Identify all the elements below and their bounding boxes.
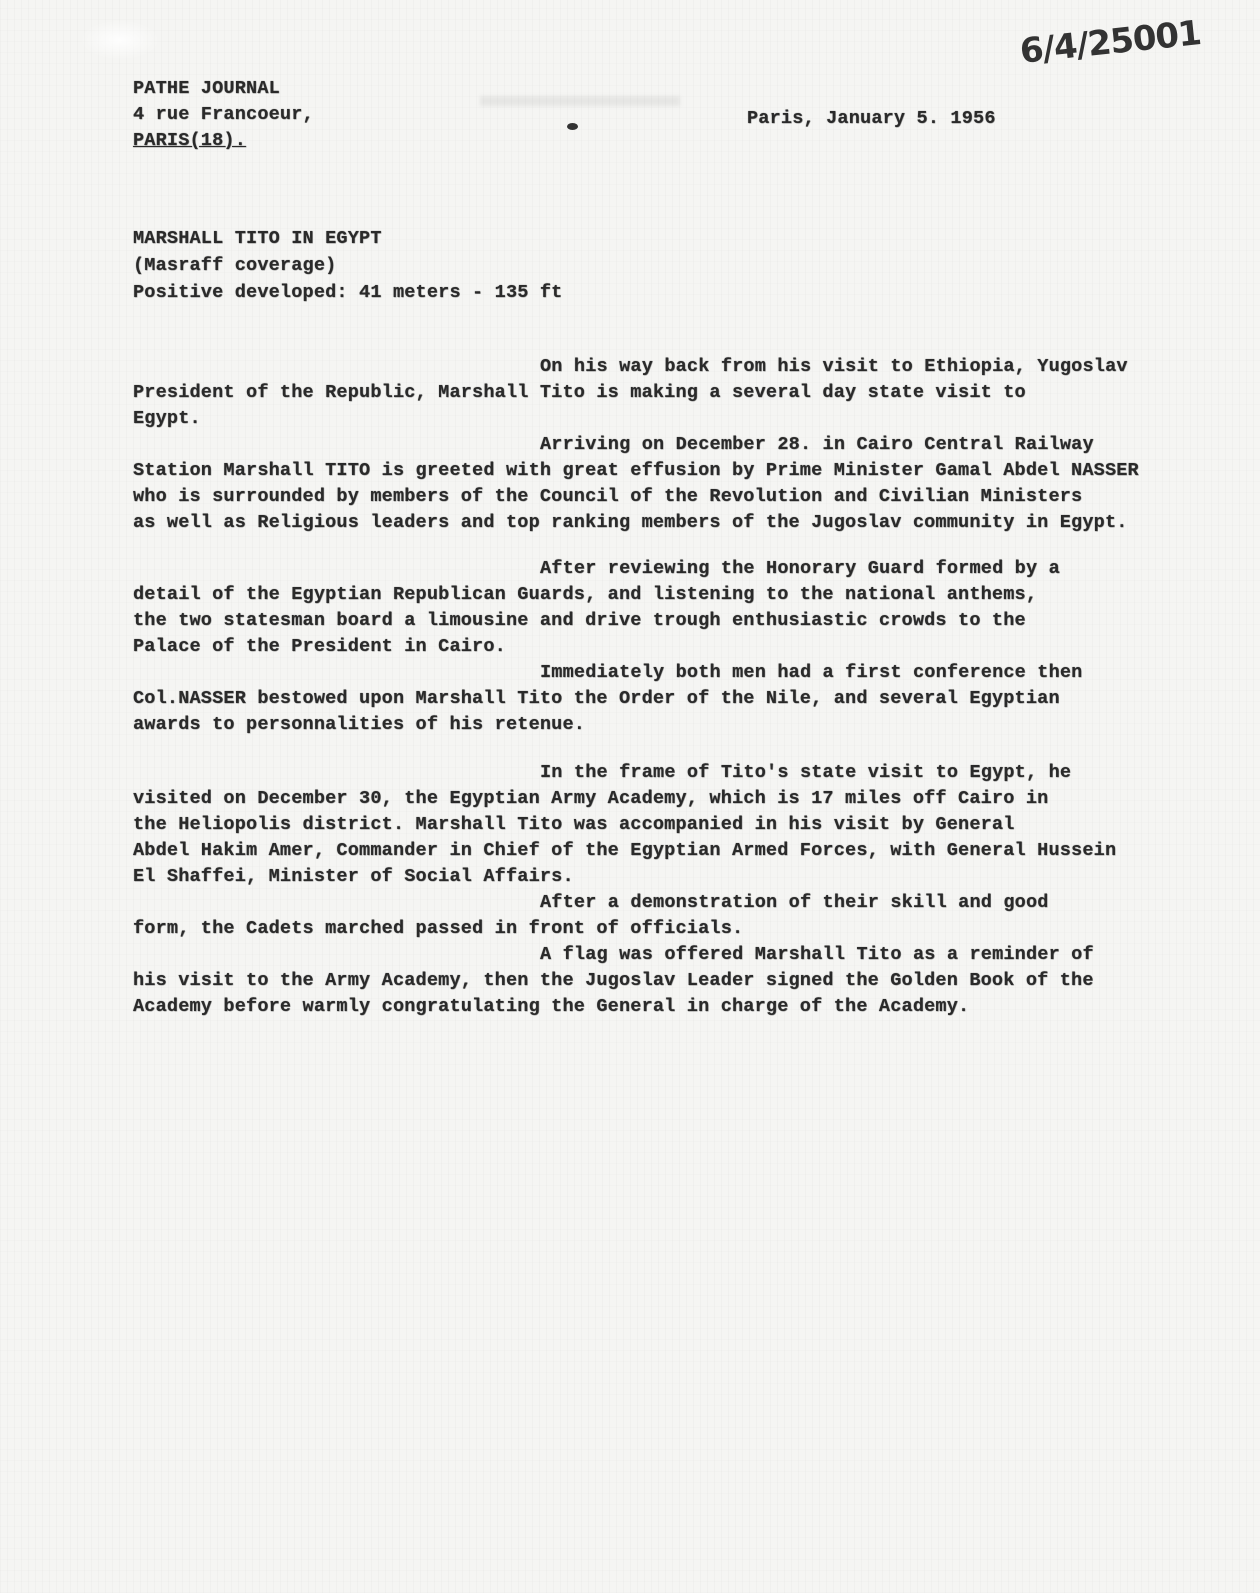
body-line: visited on December 30, the Egyptian Army Academy, which is 17 miles off Cairo in: [133, 788, 1049, 809]
ink-blot: [567, 123, 578, 130]
body-line: Col.NASSER bestowed upon Marshall Tito the Order of the Nile, and several Egyptian: [133, 688, 1060, 709]
letterhead-street: 4 rue Francoeur,: [133, 104, 314, 125]
body-line: On his way back from his visit to Ethiopia, Yugoslav: [540, 356, 1128, 377]
body-line: the two statesman board a limousine and drive trough enthusiastic crowds to the: [133, 610, 1026, 631]
body-line: After reviewing the Honorary Guard formed by a: [540, 558, 1060, 579]
body-line: Academy before warmly congratulating the General in charge of the Academy.: [133, 996, 970, 1017]
body-line: El Shaffei, Minister of Social Affairs.: [133, 866, 574, 887]
subject-title: MARSHALL TITO IN EGYPT: [133, 228, 382, 249]
handwritten-archive-number: 6/4/25001: [1018, 13, 1203, 72]
body-line: who is surrounded by members of the Council of the Revolution and Civilian Ministers: [133, 486, 1083, 507]
body-line: the Heliopolis district. Marshall Tito was accompanied in his visit by General: [133, 814, 1015, 835]
body-line: detail of the Egyptian Republican Guards, and listening to the national anthems,: [133, 584, 1038, 605]
body-line: Arriving on December 28. in Cairo Central Railway: [540, 434, 1094, 455]
body-line: form, the Cadets marched passed in front of officials.: [133, 918, 744, 939]
ink-smudge: [480, 96, 680, 106]
body-line: Egypt.: [133, 408, 201, 429]
body-line: President of the Republic, Marshall Tito is making a several day state visit to: [133, 382, 1026, 403]
letterhead-city: PARIS(18).: [133, 130, 247, 151]
body-line: In the frame of Tito's state visit to Egypt, he: [540, 762, 1072, 783]
body-line: his visit to the Army Academy, then the Jugoslav Leader signed the Golden Book of the: [133, 970, 1094, 991]
body-line: Immediately both men had a first conference then: [540, 662, 1083, 683]
subject-coverage: (Masraff coverage): [133, 255, 337, 276]
paper-tear-mark: [80, 20, 160, 60]
body-line: Palace of the President in Cairo.: [133, 636, 506, 657]
subject-footage: Positive developed: 41 meters - 135 ft: [133, 282, 563, 303]
body-line: Station Marshall TITO is greeted with great effusion by Prime Minister Gamal Abdel NASSER: [133, 460, 1139, 481]
body-line: as well as Religious leaders and top ranking members of the Jugoslav community in Egypt.: [133, 512, 1128, 533]
date-line: Paris, January 5. 1956: [747, 108, 996, 129]
body-line: After a demonstration of their skill and good: [540, 892, 1049, 913]
letterhead-company: PATHE JOURNAL: [133, 78, 280, 99]
body-line: awards to personnalities of his retenue.: [133, 714, 586, 735]
body-line: Abdel Hakim Amer, Commander in Chief of the Egyptian Armed Forces, with General Hussein: [133, 840, 1117, 861]
body-line: A flag was offered Marshall Tito as a reminder of: [540, 944, 1094, 965]
